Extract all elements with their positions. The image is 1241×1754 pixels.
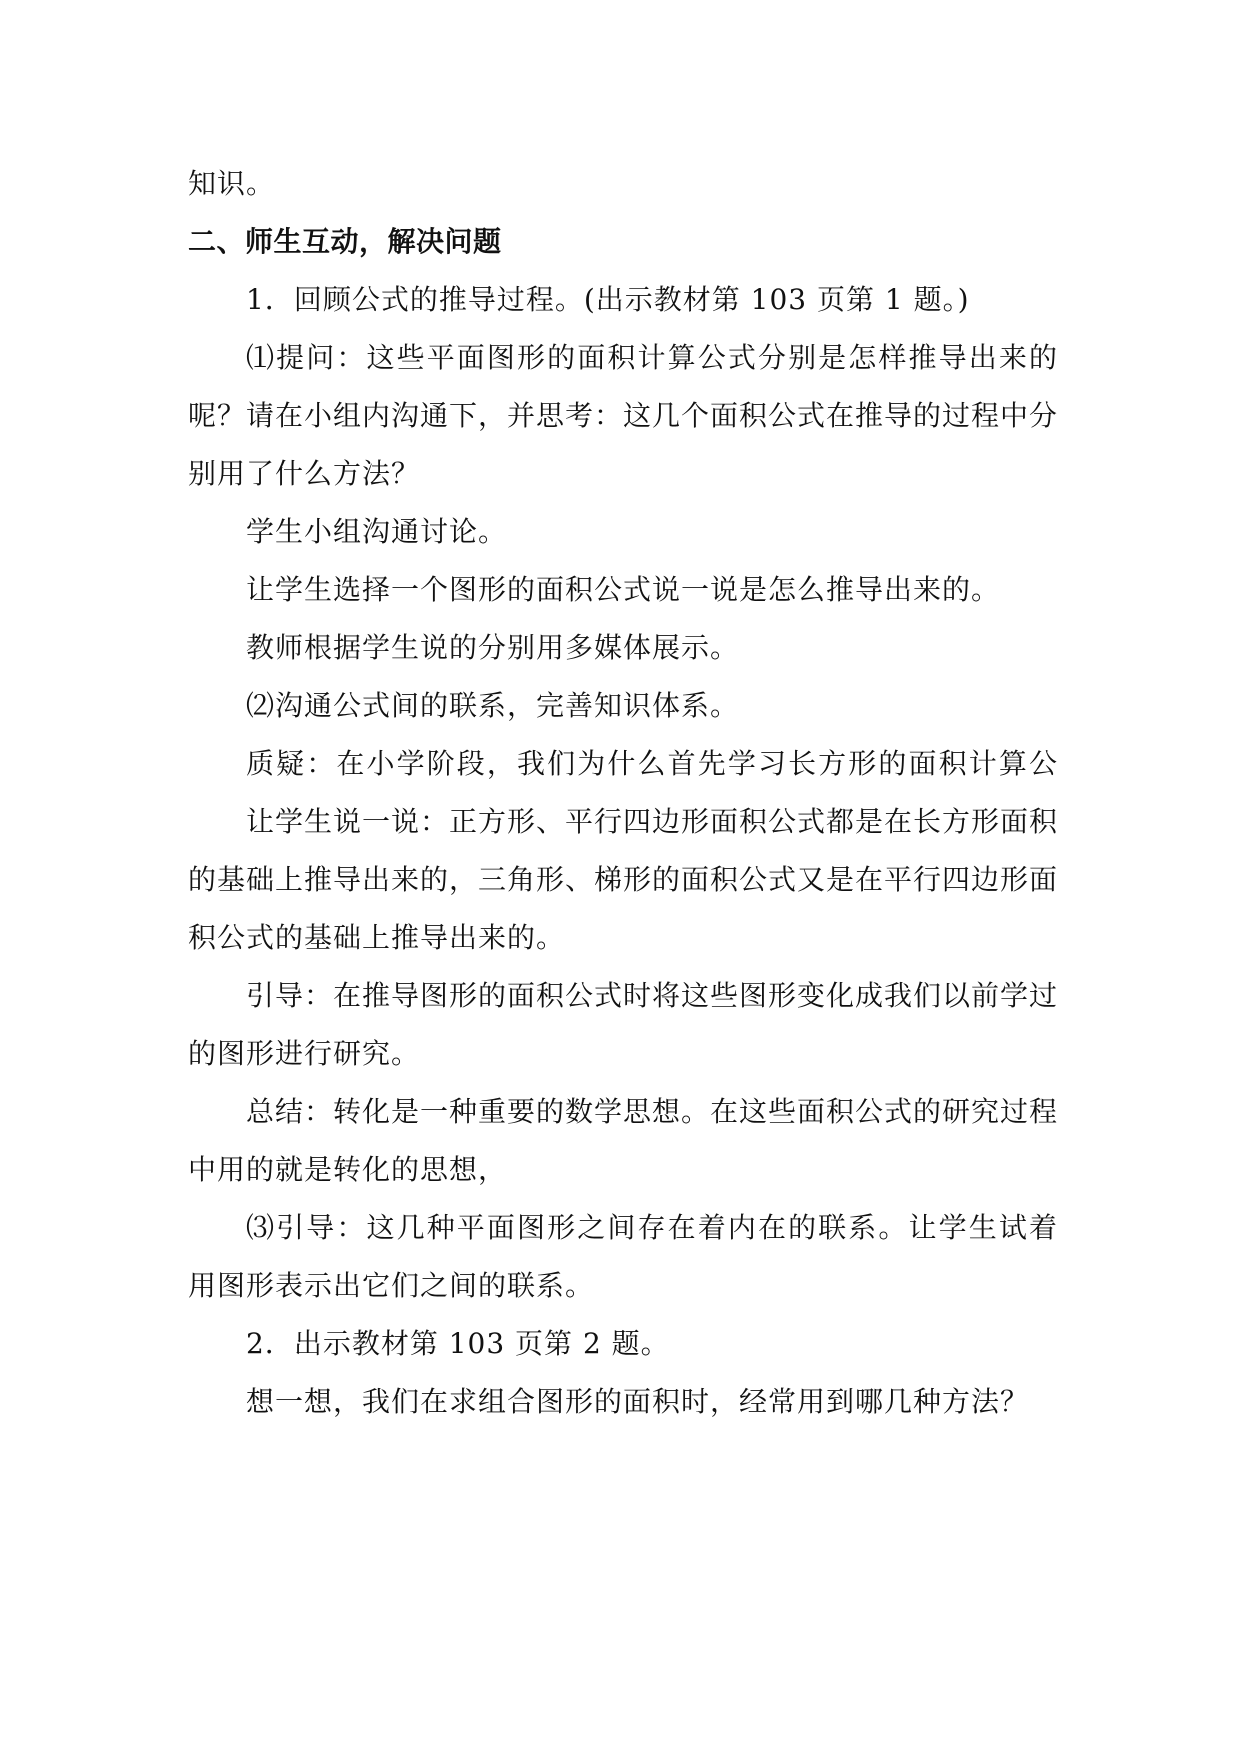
text-line: 知识。 — [188, 167, 276, 200]
text-line: 学生小组沟通讨论。 — [246, 515, 508, 548]
text-line: 别用了什么方法？ — [188, 457, 421, 490]
text-line: 教师根据学生说的分别用多媒体展示。 — [246, 631, 740, 664]
text-line: ⑶引导：这几种平面图形之间存在着内在的联系。让学生试着 — [246, 1211, 1058, 1244]
text-line: 让学生选择一个图形的面积公式说一说是怎么推导出来的。 — [246, 573, 1001, 606]
text-line: ⑴提问：这些平面图形的面积计算公式分别是怎样推导出来的 — [246, 341, 1058, 374]
text-line: 质疑：在小学阶段，我们为什么首先学习长方形的面积计算公 — [246, 747, 1058, 780]
section-heading: 二、师生互动，解决问题 — [188, 225, 502, 258]
text-line: 的基础上推导出来的，三角形、梯形的面积公式又是在平行四边形面 — [188, 863, 1058, 896]
text-line: 的图形进行研究。 — [188, 1037, 421, 1070]
text-line: 积公式的基础上推导出来的。 — [188, 921, 566, 954]
text-line: 中用的就是转化的思想， — [188, 1153, 508, 1186]
text-line: 呢？请在小组内沟通下，并思考：这几个面积公式在推导的过程中分 — [188, 399, 1058, 432]
text-line: 总结：转化是一种重要的数学思想。在这些面积公式的研究过程 — [246, 1095, 1058, 1128]
text-line: 想一想，我们在求组合图形的面积时，经常用到哪几种方法？ — [246, 1385, 1030, 1418]
text-line: 用图形表示出它们之间的联系。 — [188, 1269, 595, 1302]
text-line: 引导：在推导图形的面积公式时将这些图形变化成我们以前学过 — [246, 979, 1058, 1012]
text-line: 2．出示教材第 103 页第 2 题。 — [246, 1327, 670, 1360]
text-line: 让学生说一说：正方形、平行四边形面积公式都是在长方形面积 — [246, 805, 1058, 838]
text-line: 1．回顾公式的推导过程。(出示教材第 103 页第 1 题。) — [246, 283, 970, 316]
text-line: ⑵沟通公式间的联系，完善知识体系。 — [246, 689, 740, 722]
